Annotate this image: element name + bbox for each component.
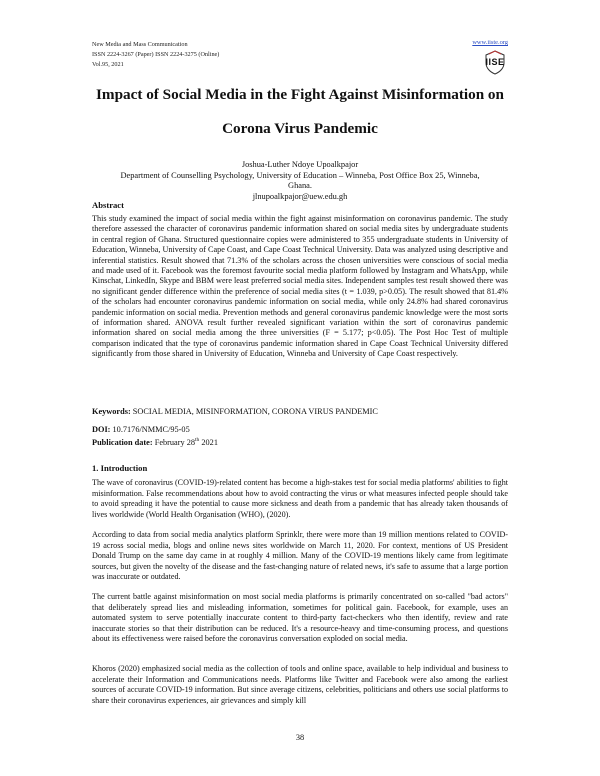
author-email: jlnupoalkpajor@uew.edu.gh [252, 191, 348, 201]
doi-label: DOI: [92, 425, 111, 434]
abstract-heading: Abstract [92, 200, 124, 210]
abstract-text: This study examined the impact of social media within the fight against misinformation on coronavirus pandemic. The study therefore assessed the character of coronavirus pandemic information shared on social media sites by undergraduate students in central region of Ghana. Structured questionnaire copies were administered to 355 undergraduate students in University of Education, Winneba, University of Cape Coast, and Cape Coast Technical University. Data was analyzed using descriptive and inferential statistics. Result showed that 71.3% of the scholars across the chosen universities were conscious of social media and made used of it. Facebook was the foremost favourite social media platform followed by Instagram and WhatsApp, while Kinschat, LinkedIn, Skype and BBM were least preferred social media sites. Independent samples test result showed there was no significant gender difference within the preference of social media sites (t = 1.039, p>0.05). The result showed that 81.4% of the scholars had encounter coronavirus pandemic information on social media, while only 24.8% had shared coronavirus pandemic information on social media. Prevention methods and general coronavirus pandemic knowledge were the most sorts of information shared. ANOVA result further revealed significant variation within the sort of coronavirus pandemic information shared on social media among the three universities (F = 5.177; p<0.05). The Post Hoc Test of multiple comparison indicated that the type of coronavirus pandemic information shared in Cape Coast Technical University differed significantly from those shared in University of Education, Winneba and University of Cape Coast respectively. [92, 214, 508, 359]
keywords-value: SOCIAL MEDIA, MISINFORMATION, CORONA VIRUS PANDEMIC [132, 407, 378, 416]
author-name: Joshua-Luther Ndoye Upoalkpajor [241, 160, 359, 169]
page-number: 38 [295, 733, 305, 742]
author-affiliation-line-1: Department of Counselling Psychology, University of Education – Winneba, Post Office Box 25, Winneba, [120, 170, 480, 180]
publication-date-label: Publication date: [92, 437, 153, 447]
doi-value: 10.7176/NMMC/95-05 [112, 425, 190, 434]
journal-header [92, 40, 219, 70]
keywords-label: Keywords [92, 407, 128, 416]
author-affiliation-line-2: Ghana. [288, 181, 312, 191]
introduction-heading: 1. Introduction [92, 463, 148, 473]
publication-date-sup: th [195, 437, 200, 443]
paper-title-line-2: Corona Virus Pandemic [222, 120, 378, 137]
website-link[interactable]: www.iiste.org [472, 39, 508, 46]
author-block [92, 160, 508, 202]
paper-title-line-1: Impact of Social Media in the Fight Against Misinformation on [96, 86, 504, 103]
publication-date-suffix: 2021 [199, 437, 218, 447]
keywords-line: Keywords: SOCIAL MEDIA, MISINFORMATION, CORONA VIRUS PANDEMIC [92, 407, 378, 416]
introduction-paragraph-3: The current battle against misinformation on most social media platforms is primarily concentrated on so-called "bad actors" that deliberately spread lies and misleading information, sometimes for political gain. Facebook, for example, uses an automated system to serve potentially inaccurate content to third-party fact-checkers who then identify, review and rate inaccurate stories so that their distribution can be reduced. It's a resource-heavy and time-consuming process, and questions about its effectiveness were raised before the coronavirus conversation exploded on social media. [92, 592, 508, 643]
doi-block [92, 424, 218, 448]
publication-date-prefix: February 28 [154, 437, 196, 447]
introduction-paragraph-1: The wave of coronavirus (COVID-19)-related content has become a high-stakes test for social media platforms' abilities to fight misinformation. False recommendations about how to avoid contracting the virus or what measures infected people should take to avoid spreading it have the potential to cause more sickness and death from a pandemic that has already taken thousands of lives worldwide (World Health Organisation (WHO), (2020). [92, 478, 508, 519]
header-right [472, 39, 508, 80]
journal-issn: ISSN 2224-3267 (Paper) ISSN 2224-3275 (Online) [92, 51, 220, 58]
introduction-paragraph-4: Khoros (2020) emphasized social media as the collection of tools and online space, available to help individual and business to accelerate their Information and Communications needs. Platforms like Twitter and Facebook were also among the earliest sources of accurate COVID-19 information. But since average citizens, celebrities, politicians and others use social platforms to share their coronavirus experiences, air grievances and simply kill [92, 664, 508, 705]
journal-name: New Media and Mass Communication [92, 41, 188, 48]
iiste-logo-icon [482, 49, 508, 75]
logo-text: IISE [485, 57, 505, 67]
journal-volume: Vol.95, 2021 [92, 61, 124, 68]
introduction-paragraph-2: According to data from social media analytics platform Sprinklr, there were more than 19 million mentions related to COVID-19 across social media, blogs and online news sites worldwide on March 11, 2020. For context, mentions of US President Donald Trump on the same day came in at roughly 4 million. Many of the COVID-19 mentions likely came from legitimate sources, but given the novelty of the disease and the fast-changing nature of related news, it's safe to assume that a large portion was inaccurate or outdated. [92, 530, 508, 581]
